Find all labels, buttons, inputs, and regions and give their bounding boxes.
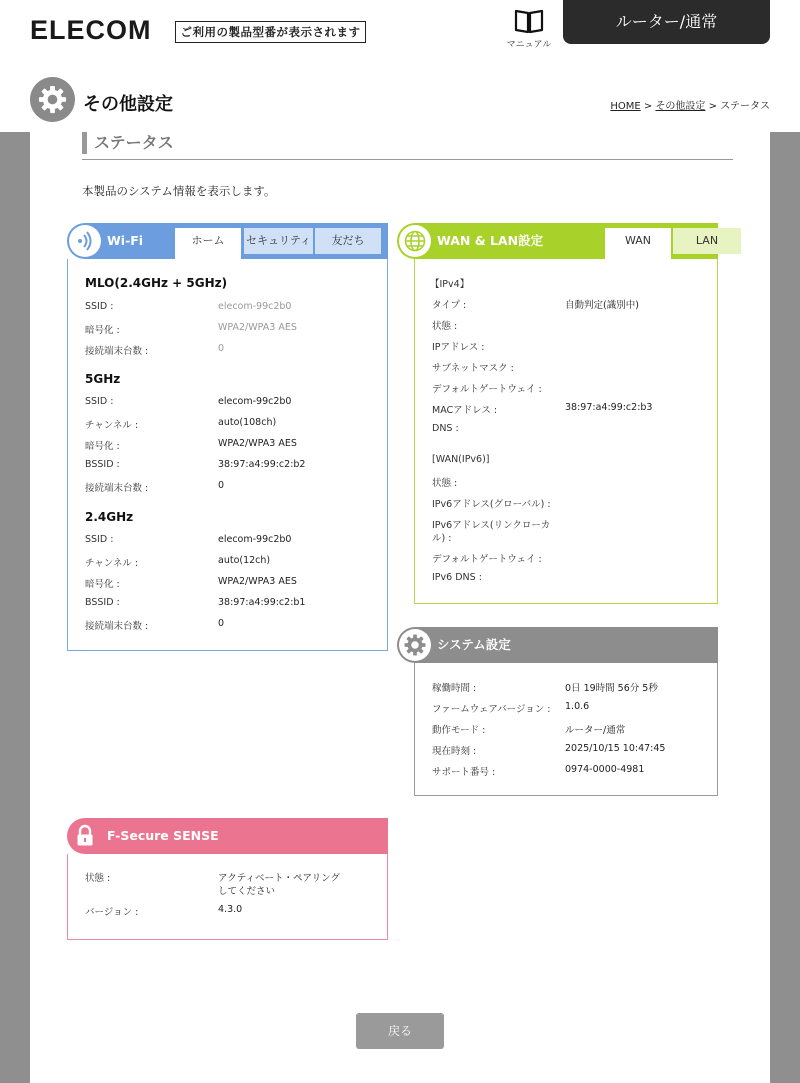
tab-friends[interactable]: 友だち bbox=[315, 228, 381, 254]
wan-lan-panel-header bbox=[397, 223, 718, 259]
band24-clients-label: 接続端末台数 : bbox=[85, 621, 149, 632]
band24-ssid-label: SSID : bbox=[85, 534, 114, 545]
wan-mac-label: MACアドレス : bbox=[432, 405, 498, 416]
band24-bssid-value: 38:97:a4:99:c2:b1 bbox=[218, 597, 306, 608]
firmware-label: ファームウェアバージョン : bbox=[432, 704, 551, 715]
band5-encryption-label: 暗号化 : bbox=[85, 441, 120, 452]
mlo-encryption-label: 暗号化 : bbox=[85, 325, 120, 336]
ipv6-gateway-label: デフォルトゲートウェイ : bbox=[432, 554, 542, 565]
support-value: 0974-0000-4981 bbox=[565, 764, 645, 775]
manual-link[interactable] bbox=[500, 8, 558, 50]
band5-clients-label: 接続端末台数 : bbox=[85, 483, 149, 494]
mlo-encryption-value: WPA2/WPA3 AES bbox=[218, 322, 297, 333]
ipv4-heading: 【IPv4】 bbox=[430, 279, 470, 290]
ipv6-status-label: 状態 : bbox=[432, 478, 458, 489]
ipv6-heading: [WAN(IPv6)] bbox=[432, 454, 490, 465]
band5-encryption-value: WPA2/WPA3 AES bbox=[218, 438, 297, 449]
breadcrumb-current: ステータス bbox=[720, 101, 770, 112]
wifi-panel-body bbox=[67, 259, 388, 651]
band24-clients-value: 0 bbox=[218, 618, 225, 629]
band5-bssid-label: BSSID : bbox=[85, 459, 120, 470]
ipv6-linklocal-label-cont: ル) : bbox=[432, 533, 452, 544]
intro-text: 本製品のシステム情報を表示します。 bbox=[82, 184, 276, 198]
globe-icon bbox=[399, 225, 431, 257]
page-title: その他設定 bbox=[83, 94, 173, 115]
band24-heading: 2.4GHz bbox=[85, 510, 134, 524]
breadcrumb-home[interactable]: HOME bbox=[610, 101, 641, 112]
band5-clients-value: 0 bbox=[218, 480, 225, 491]
breadcrumb bbox=[610, 97, 770, 112]
fsecure-panel-body bbox=[67, 854, 388, 940]
band5-channel-value: auto(108ch) bbox=[218, 417, 277, 428]
fsecure-status-value-cont: してください bbox=[218, 886, 276, 897]
tab-home[interactable]: ホーム bbox=[175, 228, 241, 259]
system-panel-body bbox=[414, 663, 718, 796]
manual-label: マニュアル bbox=[506, 40, 552, 50]
main-content bbox=[30, 132, 770, 1083]
band24-ssid-value: elecom-99c2b0 bbox=[218, 534, 292, 545]
wifi-panel-title: Wi-Fi bbox=[107, 233, 144, 248]
mode-value: ルーター/通常 bbox=[565, 725, 626, 736]
breadcrumb-parent[interactable]: その他設定 bbox=[655, 101, 706, 112]
breadcrumb-separator: > bbox=[705, 101, 721, 112]
gear-icon bbox=[30, 77, 75, 122]
ipv6-linklocal-label: IPv6アドレス(リンクローカ bbox=[432, 520, 551, 531]
band5-ssid-label: SSID : bbox=[85, 396, 114, 407]
wan-ip-label: IPアドレス : bbox=[432, 342, 485, 353]
book-icon bbox=[514, 8, 544, 34]
wifi-icon bbox=[69, 225, 101, 257]
lock-icon bbox=[69, 820, 101, 852]
wan-lan-panel bbox=[397, 223, 718, 604]
system-panel bbox=[397, 627, 718, 796]
mode-label: 動作モード : bbox=[432, 725, 486, 736]
breadcrumb-separator: > bbox=[640, 101, 656, 112]
tab-lan[interactable]: LAN bbox=[673, 228, 741, 254]
section-divider bbox=[82, 159, 733, 160]
fsecure-version-value: 4.3.0 bbox=[218, 904, 243, 915]
firmware-value: 1.0.6 bbox=[565, 701, 590, 712]
mode-tab[interactable]: ルーター/通常 bbox=[563, 0, 770, 44]
system-panel-header bbox=[397, 627, 718, 663]
wifi-panel-header bbox=[67, 223, 388, 259]
wan-type-value: 自動判定(識別中) bbox=[565, 300, 639, 311]
band24-encryption-value: WPA2/WPA3 AES bbox=[218, 576, 297, 587]
ipv6-global-label: IPv6アドレス(グローバル) : bbox=[432, 499, 551, 510]
band5-ssid-value: elecom-99c2b0 bbox=[218, 396, 292, 407]
mlo-ssid-label: SSID : bbox=[85, 301, 114, 312]
gear-icon bbox=[399, 629, 431, 661]
support-label: サポート番号 : bbox=[432, 767, 496, 778]
fsecure-panel-header bbox=[67, 818, 388, 854]
uptime-label: 稼働時間 : bbox=[432, 683, 477, 694]
system-panel-title: システム設定 bbox=[437, 637, 511, 652]
wan-gateway-label: デフォルトゲートウェイ : bbox=[432, 384, 542, 395]
fsecure-panel bbox=[67, 818, 388, 940]
wan-dns-label: DNS : bbox=[432, 423, 459, 434]
fsecure-panel-title: F-Secure SENSE bbox=[107, 828, 219, 843]
band24-bssid-label: BSSID : bbox=[85, 597, 120, 608]
uptime-value: 0日 19時間 56分 5秒 bbox=[565, 683, 658, 694]
fsecure-status-label: 状態 : bbox=[85, 873, 111, 884]
wan-lan-panel-title: WAN & LAN設定 bbox=[437, 233, 544, 248]
elecom-logo[interactable]: ELECOM bbox=[30, 15, 152, 45]
ipv6-dns-label: IPv6 DNS : bbox=[432, 572, 482, 583]
wan-type-label: タイプ : bbox=[432, 300, 467, 311]
section-title: ステータス bbox=[82, 132, 174, 154]
band24-channel-value: auto(12ch) bbox=[218, 555, 271, 566]
fsecure-version-label: バージョン : bbox=[85, 907, 139, 918]
mlo-heading: MLO(2.4GHz + 5GHz) bbox=[85, 276, 228, 290]
wan-subnet-label: サブネットマスク : bbox=[432, 363, 514, 374]
back-button[interactable]: 戻る bbox=[356, 1013, 444, 1049]
time-label: 現在時刻 : bbox=[432, 746, 477, 757]
band24-encryption-label: 暗号化 : bbox=[85, 579, 120, 590]
band5-channel-label: チャンネル : bbox=[85, 420, 139, 431]
band5-heading: 5GHz bbox=[85, 372, 121, 386]
band5-bssid-value: 38:97:a4:99:c2:b2 bbox=[218, 459, 306, 470]
tab-security[interactable]: セキュリティ bbox=[244, 228, 313, 254]
mlo-ssid-value: elecom-99c2b0 bbox=[218, 301, 292, 312]
model-notice: ご利用の製品型番が表示されます bbox=[175, 21, 366, 43]
wan-status-label: 状態 : bbox=[432, 321, 458, 332]
wan-mac-value: 38:97:a4:99:c2:b3 bbox=[565, 402, 653, 413]
wan-lan-panel-body bbox=[414, 259, 718, 604]
band24-channel-label: チャンネル : bbox=[85, 558, 139, 569]
mlo-clients-value: 0 bbox=[218, 343, 225, 354]
fsecure-status-value: アクティベート・ペアリング bbox=[218, 873, 340, 884]
mlo-clients-label: 接続端末台数 : bbox=[85, 346, 149, 357]
header bbox=[0, 0, 800, 132]
time-value: 2025/10/15 10:47:45 bbox=[565, 743, 666, 754]
wifi-panel bbox=[67, 223, 388, 651]
tab-wan[interactable]: WAN bbox=[605, 228, 671, 259]
